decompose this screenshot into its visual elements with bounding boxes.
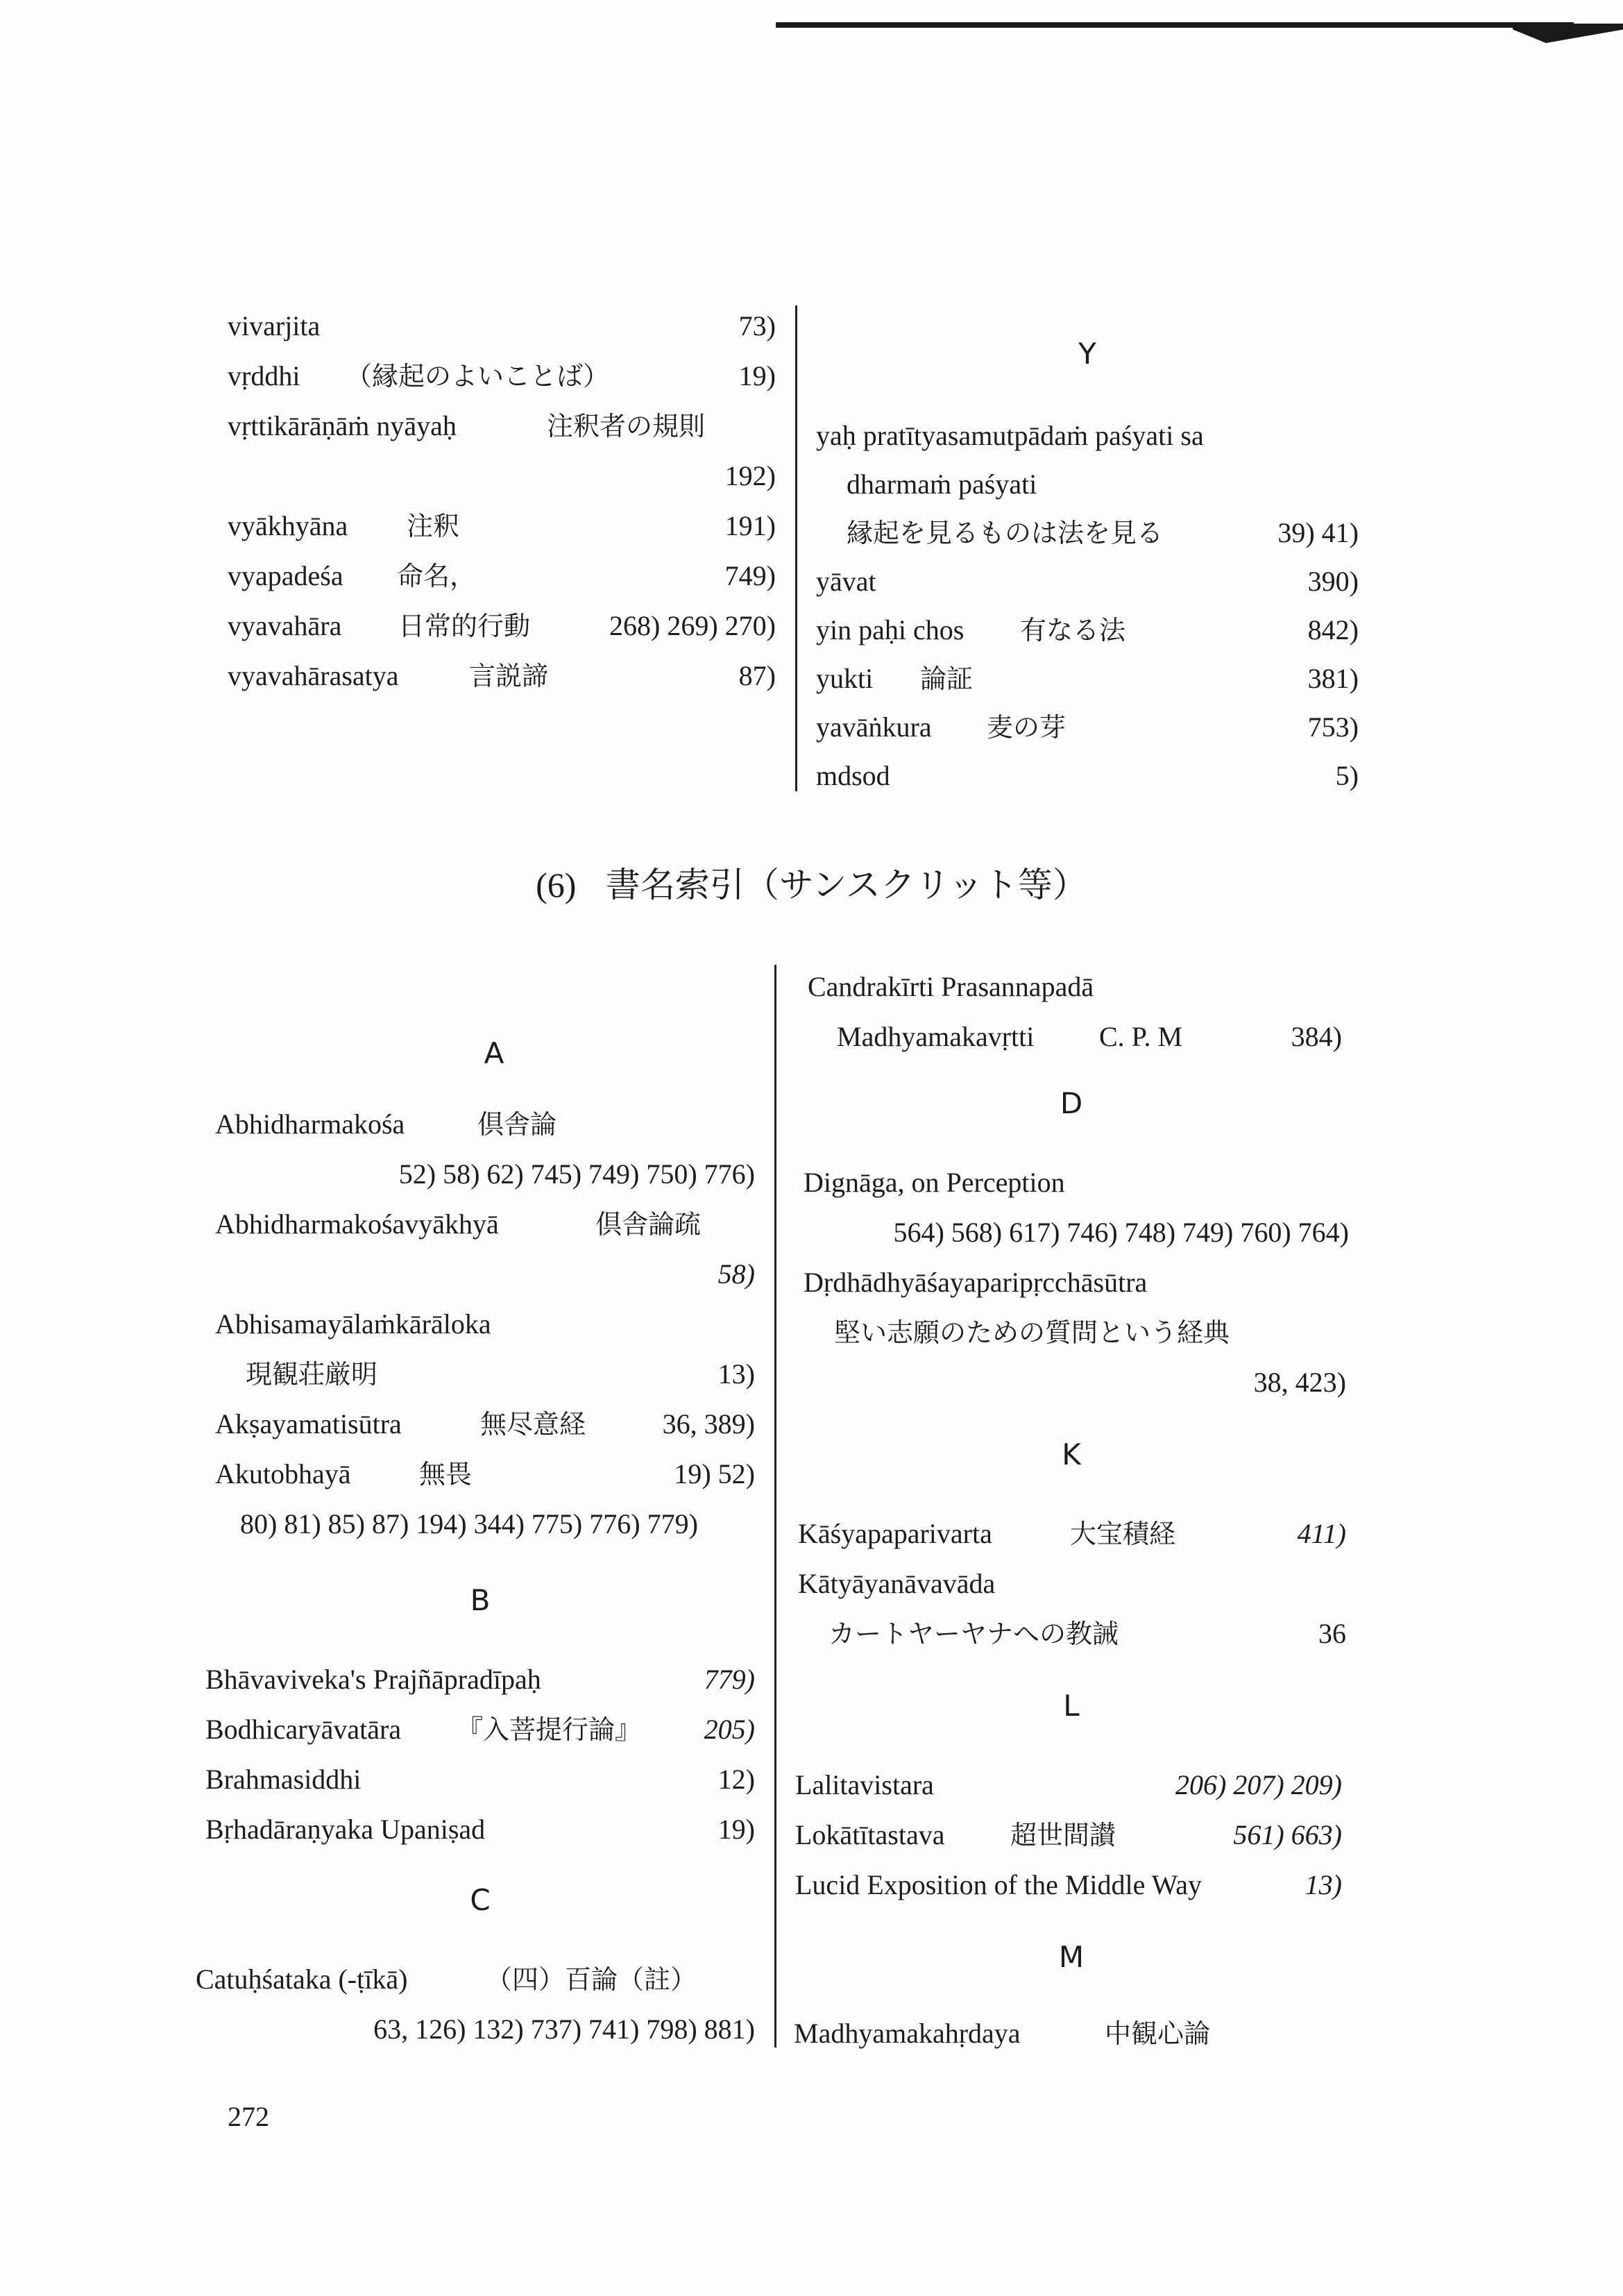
index-entry	[228, 555, 776, 597]
entry-term: Kāśyapaparivarta	[798, 1518, 992, 1549]
index-entry	[215, 1503, 755, 1545]
entry-term: vṛddhi	[228, 360, 300, 391]
entry-gloss: 『入菩提行論』	[457, 1714, 642, 1745]
entry-gloss: 現観荘厳明	[246, 1359, 378, 1390]
entry-ref: 80) 81) 85) 87) 194) 344) 775) 776) 779)	[240, 1508, 698, 1539]
entry-ref: 381)	[1307, 663, 1359, 694]
index-entry	[816, 415, 1359, 457]
section-number: (6)	[536, 866, 577, 904]
entry-gloss: 論証	[920, 664, 974, 694]
index-entry	[228, 505, 776, 547]
entry-gloss: 超世間讃	[1010, 1820, 1116, 1850]
entry-term: Akutobhayā	[215, 1458, 351, 1489]
entry-term: Bhāvaviveka's Prajñāpradīpaḥ	[205, 1664, 541, 1695]
index-entry	[794, 2013, 1342, 2054]
entry-gloss: 無尽意経	[480, 1409, 586, 1440]
index-entry	[205, 1709, 755, 1750]
entry-term: yavāṅkura	[816, 711, 932, 743]
letter-heading-k: K	[1062, 1437, 1081, 1471]
index-entry	[808, 1016, 1342, 1058]
entry-ref: 73)	[738, 310, 776, 341]
entry-gloss: C. P. M	[1099, 1021, 1183, 1052]
section-title	[0, 861, 1623, 909]
index-entry	[798, 1613, 1346, 1655]
index-entry	[804, 1362, 1346, 1403]
index-entry	[798, 1563, 1346, 1605]
entry-gloss: 言説諦	[469, 661, 549, 691]
entry-ref: 19)	[738, 360, 776, 391]
entry-ref: 36, 389)	[662, 1408, 755, 1440]
index-entry	[816, 707, 1359, 748]
entry-gloss: 有なる法	[1020, 615, 1126, 645]
entry-term: vivarjita	[228, 310, 321, 341]
entry-term: Lucid Exposition of the Middle Way	[795, 1869, 1202, 1900]
entry-term: Brahmasiddhi	[205, 1764, 362, 1795]
entry-term: Madhyamakavṛtti	[837, 1021, 1035, 1052]
letter-heading-l: L	[1063, 1689, 1080, 1723]
entry-ref: 390)	[1307, 566, 1359, 597]
entry-ref: 5)	[1335, 760, 1359, 791]
index-entry	[816, 658, 1359, 700]
entry-term: Abhidharmakośa	[215, 1108, 405, 1140]
entry-gloss: 縁起を見るものは法を見る	[847, 518, 1164, 548]
entry-gloss: 命名，	[397, 561, 477, 591]
entry-ref: 749)	[724, 560, 776, 591]
index-entry	[808, 966, 1349, 1008]
entry-gloss: 日常的行動	[398, 611, 531, 641]
column-divider-upper	[795, 305, 797, 791]
entry-term: vyapadeśa	[228, 560, 343, 591]
index-entry	[215, 1353, 755, 1395]
entry-gloss: 大宝積経	[1070, 1519, 1176, 1549]
entry-ref: 268) 269) 270)	[609, 610, 776, 641]
index-entry	[215, 1204, 755, 1245]
entry-ref: 384)	[1291, 1021, 1342, 1052]
letter-heading-y: Y	[1078, 337, 1096, 371]
entry-ref: 205)	[704, 1714, 755, 1745]
entry-term: Dignāga, on Perception	[804, 1167, 1065, 1198]
entry-ref: 52) 58) 62) 745) 749) 750) 776)	[398, 1158, 755, 1190]
entry-ref: 191)	[724, 510, 776, 541]
entry-ref: 206) 207) 209)	[1175, 1769, 1342, 1800]
index-entry	[804, 1212, 1349, 1253]
entry-term: dharmaṁ paśyati	[847, 469, 1037, 500]
header-rule	[776, 22, 1574, 28]
entry-term: vyavahārasatya	[228, 660, 399, 691]
index-entry	[205, 1659, 755, 1700]
entry-ref: 411)	[1297, 1518, 1346, 1549]
index-entry	[215, 1154, 755, 1195]
letter-heading-c: C	[470, 1883, 491, 1917]
index-entry	[196, 2009, 755, 2050]
entry-gloss: 注釈者の規則	[547, 411, 706, 441]
entry-term: Akṣayamatisūtra	[215, 1408, 402, 1440]
entry-term: Dṛdhādhyāśayaparipṛcchāsūtra	[804, 1267, 1148, 1298]
entry-term: vṛttikārāṇāṁ nyāyaḥ	[228, 410, 457, 441]
entry-ref: 39) 41)	[1277, 517, 1359, 548]
index-entry	[804, 1162, 1349, 1204]
letter-heading-m: M	[1058, 1940, 1085, 1974]
index-entry	[228, 455, 776, 497]
index-entry	[804, 1262, 1349, 1303]
index-entry	[795, 1864, 1342, 1906]
index-entry	[228, 655, 776, 697]
letter-heading-b: B	[470, 1583, 491, 1617]
entry-ref: 58)	[717, 1258, 755, 1290]
index-entry	[228, 355, 776, 397]
entry-term: Madhyamakahṛdaya	[794, 2018, 1021, 2049]
entry-ref: 564) 568) 617) 746) 748) 749) 760) 764)	[893, 1217, 1349, 1248]
entry-gloss: 倶舎論疏	[595, 1209, 702, 1240]
entry-ref: 192)	[724, 460, 776, 491]
entry-gloss: 麦の芽	[987, 712, 1067, 743]
column-divider-lower	[774, 965, 776, 2048]
index-entry	[205, 1759, 755, 1800]
index-entry	[798, 1513, 1346, 1555]
entry-ref: 13)	[1305, 1869, 1342, 1900]
entry-term: mdsod	[816, 760, 890, 791]
entry-term: yaḥ pratītyasamutpādaṁ paśyati sa	[816, 420, 1204, 451]
index-entry	[196, 1959, 755, 2000]
index-entry	[795, 1814, 1342, 1856]
letter-heading-d: D	[1060, 1086, 1083, 1120]
letter-heading-a: A	[484, 1036, 504, 1070]
index-entry	[816, 561, 1359, 602]
entry-term: Abhisamayālaṁkārāloka	[215, 1308, 491, 1340]
index-entry	[816, 464, 1359, 505]
entry-term: vyākhyāna	[228, 510, 348, 541]
entry-ref: 561) 663)	[1233, 1819, 1342, 1850]
index-entry	[215, 1453, 755, 1495]
index-entry	[215, 1403, 755, 1445]
upper-left-column	[228, 305, 776, 694]
entry-ref: 19) 52)	[674, 1458, 755, 1489]
page-number: 272	[228, 2101, 269, 2132]
index-entry	[215, 1303, 755, 1345]
index-entry	[816, 512, 1359, 554]
entry-ref: 87)	[738, 660, 776, 691]
entry-gloss: 注釈	[407, 511, 460, 541]
entry-ref: 38, 423)	[1253, 1367, 1346, 1398]
entry-ref: 36	[1318, 1618, 1346, 1649]
entry-term: Abhidharmakośavyākhyā	[215, 1208, 499, 1240]
upper-right-column	[816, 333, 1359, 812]
entry-gloss: 倶舎論	[477, 1109, 557, 1140]
entry-term: vyavahāra	[228, 610, 342, 641]
header-rule-tail	[1513, 24, 1623, 43]
entry-gloss: 無畏	[419, 1459, 473, 1489]
entry-gloss: 堅い志願のための質問という経典	[834, 1317, 1230, 1348]
entry-term: yin paḥi chos	[816, 614, 965, 645]
entry-ref: 63, 126) 132) 737) 741) 798) 881)	[373, 2014, 755, 2045]
lower-right-column	[794, 966, 1349, 2063]
section-heading: 書名索引（サンスクリット等）	[605, 865, 1087, 905]
index-entry	[816, 755, 1359, 797]
entry-term: Catuḥśataka (-ṭīkā)	[196, 1964, 408, 1995]
index-entry	[228, 305, 776, 347]
entry-gloss: 中観心論	[1105, 2018, 1211, 2049]
index-entry	[228, 605, 776, 647]
index-entry	[215, 1104, 755, 1145]
entry-ref: 12)	[717, 1764, 755, 1795]
index-entry	[215, 1253, 755, 1295]
entry-ref: 753)	[1307, 711, 1359, 743]
lower-left-column	[196, 1013, 755, 2054]
entry-gloss: （四）百論（註）	[486, 1964, 697, 1995]
entry-gloss: （縁起のよいことば）	[346, 361, 610, 391]
entry-term: Kātyāyanāvavāda	[798, 1568, 996, 1599]
entry-term: Bodhicaryāvatāra	[205, 1714, 402, 1745]
entry-ref: 842)	[1307, 614, 1359, 645]
index-entry	[205, 1809, 755, 1850]
index-entry	[228, 405, 776, 447]
entry-term: Lalitavistara	[795, 1769, 934, 1800]
entry-gloss: カートヤーヤナへの教誡	[829, 1619, 1119, 1649]
entry-ref: 13)	[717, 1358, 755, 1390]
entry-term: yāvat	[816, 566, 876, 597]
entry-term: Lokātītastava	[795, 1819, 945, 1850]
entry-ref: 779)	[704, 1664, 755, 1695]
entry-term: Bṛhadāraṇyaka Upaniṣad	[205, 1814, 486, 1845]
entry-ref: 19)	[717, 1814, 755, 1845]
index-entry	[816, 609, 1359, 651]
entry-term: yukti	[816, 663, 874, 694]
index-entry	[804, 1312, 1349, 1353]
entry-term: Candrakīrti Prasannapadā	[808, 971, 1094, 1002]
index-entry	[795, 1764, 1342, 1806]
